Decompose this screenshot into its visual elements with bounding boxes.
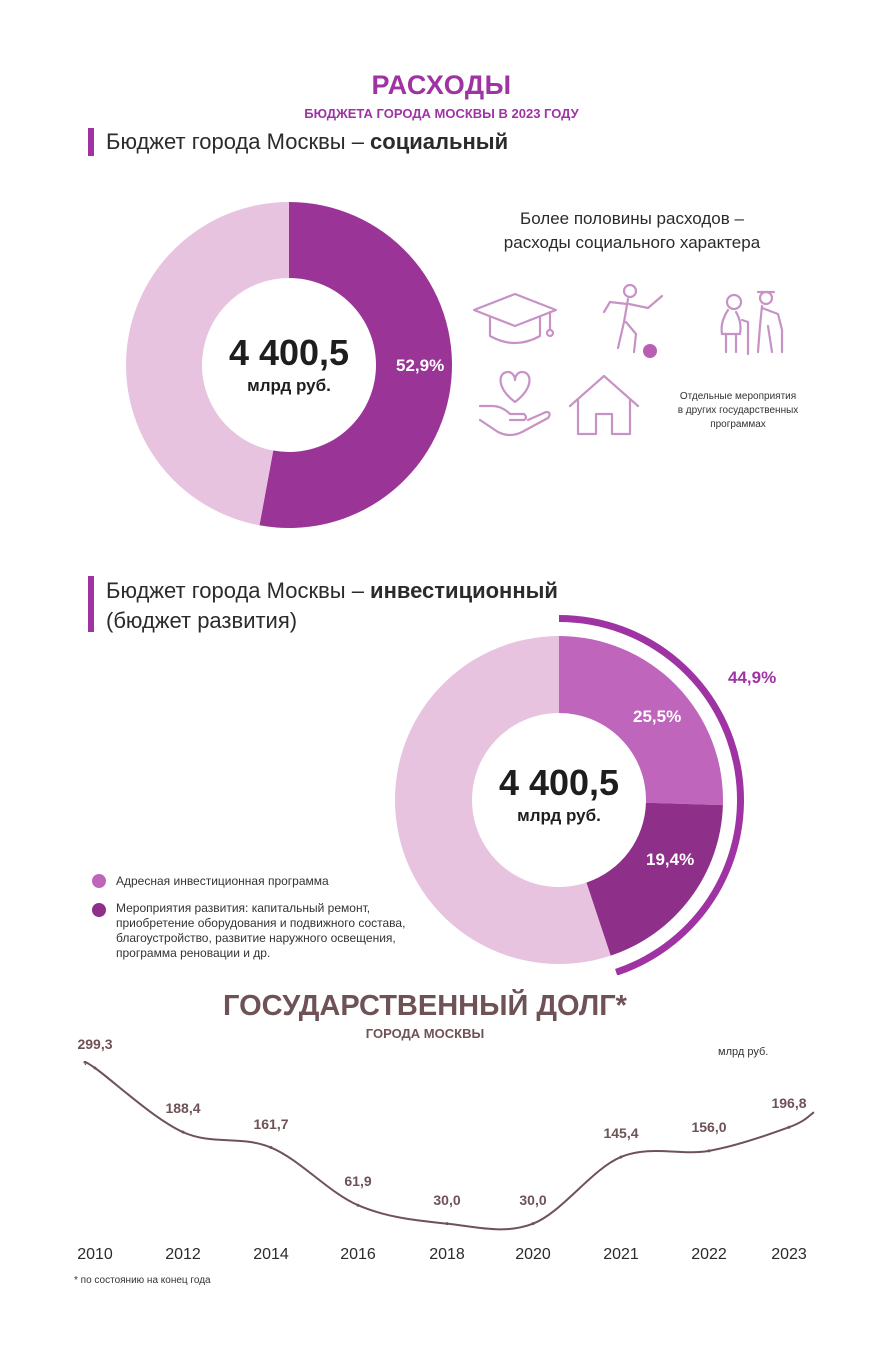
debt-value-label: 61,9	[344, 1173, 372, 1190]
debt-subtitle: ГОРОДА МОСКВЫ	[365, 1026, 485, 1041]
debt-year-label: 2014	[253, 1246, 289, 1263]
social-section-heading	[106, 127, 508, 157]
investment-heading-prefix: Бюджет города Москвы –	[106, 578, 371, 603]
debt-value-label: 299,3	[77, 1036, 113, 1052]
heart-in-hand-icon	[476, 368, 554, 442]
debt-value-label: 161,7	[253, 1115, 289, 1132]
debt-value-label: 30,0	[519, 1191, 547, 1208]
legend-dot-address-program	[92, 874, 106, 888]
debt-year-label: 2020	[515, 1246, 551, 1263]
investment-total-label: 44,9%	[728, 668, 777, 687]
social-intro-text	[472, 207, 792, 255]
social-note	[650, 390, 826, 432]
debt-point-2021	[620, 1155, 623, 1158]
debt-year-label: 2012	[165, 1246, 201, 1263]
investment-slice-label-1: 25,5%	[633, 707, 682, 726]
investment-heading-line2: (бюджет развития)	[106, 608, 298, 633]
social-center-unit: млрд руб.	[247, 376, 331, 395]
debt-footnote: * по состоянию на конец года	[74, 1275, 211, 1286]
elderly-people-icon	[712, 286, 794, 358]
social-heading-prefix: Бюджет города Москвы –	[106, 129, 371, 154]
debt-point-2016	[357, 1204, 360, 1207]
debt-year-label: 2018	[429, 1246, 465, 1263]
debt-point-2018	[446, 1222, 449, 1225]
debt-point-2020	[532, 1222, 535, 1225]
note-line-3: программах	[710, 419, 766, 430]
legend-line-2: приобретение оборудования и подвижного состава,	[116, 916, 406, 930]
social-heading-bold: социальный	[370, 129, 509, 154]
football-player-icon	[598, 282, 670, 360]
intro-line-1: Более половины расходов –	[520, 209, 744, 228]
debt-value-label: 188,4	[165, 1100, 201, 1117]
social-percent-label: 52,9%	[396, 356, 445, 375]
legend-line-1: Мероприятия развития: капитальный ремонт,	[116, 901, 371, 915]
legend-line-4: программа реновации и др.	[116, 946, 271, 960]
debt-year-label: 2022	[691, 1246, 727, 1263]
debt-year-label: 2021	[603, 1246, 639, 1263]
investment-center-unit: млрд руб.	[517, 806, 601, 825]
debt-value-label: 30,0	[433, 1191, 461, 1208]
debt-year-label: 2016	[340, 1246, 376, 1263]
debt-point-2012	[182, 1131, 185, 1134]
investment-center-value: 4 400,5	[498, 762, 620, 803]
debt-point-2010	[94, 1067, 97, 1070]
graduation-cap-icon	[470, 286, 560, 350]
social-center-value: 4 400,5	[228, 332, 350, 373]
debt-point-2022	[708, 1149, 711, 1152]
house-icon	[566, 372, 642, 438]
section-accent-bar-2	[88, 576, 94, 632]
debt-title: ГОСУДАРСТВЕННЫЙ ДОЛГ*	[223, 990, 627, 1022]
page-title: РАСХОДЫ	[371, 70, 512, 100]
note-line-2: в других государственных	[677, 405, 799, 416]
intro-line-2: расходы социального характера	[503, 233, 761, 252]
debt-year-label: 2010	[77, 1246, 113, 1263]
investment-slice-label-2: 19,4%	[646, 850, 695, 869]
legend-label-development	[116, 901, 405, 961]
debt-value-label: 145,4	[603, 1124, 639, 1141]
note-line-1: Отдельные мероприятия	[679, 391, 797, 402]
debt-unit: млрд руб.	[718, 1046, 769, 1058]
debt-line-chart	[0, 1040, 883, 1270]
legend-line-3: благоустройство, развитие наружного освещения,	[116, 931, 396, 945]
debt-year-label: 2023	[771, 1246, 807, 1263]
investment-heading-bold: инвестиционный	[370, 578, 558, 603]
debt-value-label: 196,8	[771, 1095, 807, 1112]
page-subtitle: БЮДЖЕТА ГОРОДА МОСКВЫ В 2023 ГОДУ	[304, 106, 579, 121]
debt-value-label: 156,0	[691, 1118, 727, 1135]
legend-label-address-program: Адресная инвестиционная программа	[116, 874, 329, 888]
debt-point-2023	[788, 1126, 791, 1129]
debt-point-2014	[270, 1146, 273, 1149]
legend-dot-development	[92, 903, 106, 917]
section-accent-bar	[88, 128, 94, 156]
